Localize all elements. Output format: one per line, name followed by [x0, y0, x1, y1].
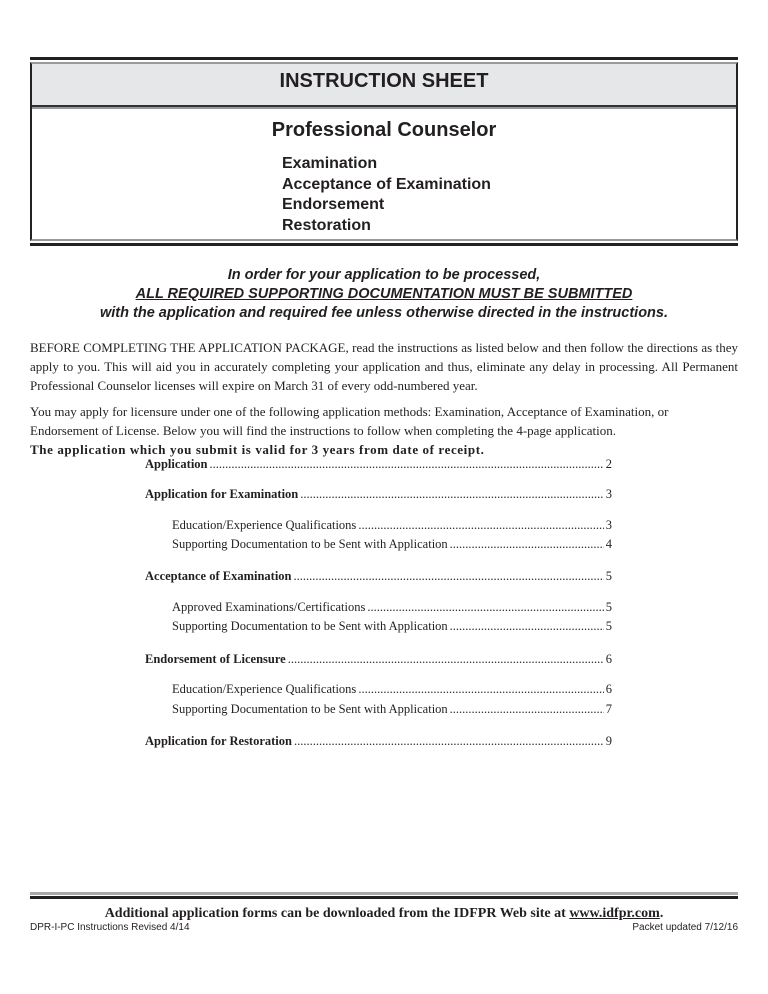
- toc-subitem[interactable]: Supporting Documentation to be Sent with Application ..... 7: [172, 702, 612, 717]
- toc-item[interactable]: Acceptance of Examination ..... 5: [145, 569, 612, 584]
- intro-paragraph: BEFORE COMPLETING THE APPLICATION PACKAGE, read the instructions as listed below and then follow the directions as they apply to you. This will aid you in accurately completing your application and thus, eliminate any delay in processing. All Permanent Professional Counselor licenses will expire on March 31 of every odd-numbered year.: [30, 340, 738, 393]
- license-name: Professional Counselor: [271, 119, 497, 141]
- toc-item[interactable]: Application for Restoration ..... 9: [145, 734, 612, 749]
- toc-subitem[interactable]: Supporting Documentation to be Sent with Application ..... 5: [172, 619, 612, 634]
- toc-subitem[interactable]: Education/Experience Qualifications ..... 3: [172, 518, 612, 533]
- toc-subitem[interactable]: Supporting Documentation to be Sent with Application ..... 4: [172, 537, 612, 552]
- notice-line-3: with the application and required fee unless otherwise directed in the instructions.: [99, 305, 668, 321]
- type-item: Examination: [282, 155, 378, 172]
- toc-subitem[interactable]: Education/Experience Qualifications ..... 6: [172, 682, 612, 697]
- toc-subitem[interactable]: Approved Examinations/Certifications ..... 5: [172, 600, 612, 615]
- validity-note: The application which you submit is valid for 3 years from date of receipt.: [30, 442, 485, 457]
- form-revision: DPR-I-PC Instructions Revised 4/14: [30, 922, 190, 933]
- methods-text: You may apply for licensure under one of the following application methods: Examination, Acceptance of Examination, or Endorsement of License. Below you will find the instructions to follow when completing the 4-page application.: [30, 404, 669, 438]
- notice-line-2: ALL REQUIRED SUPPORTING DOCUMENTATION MUST BE SUBMITTED: [135, 286, 633, 302]
- application-types: [282, 154, 491, 236]
- toc-item[interactable]: Application for Examination ..... 3: [145, 487, 612, 502]
- packet-updated: Packet updated 7/12/16: [632, 922, 738, 933]
- notice-line-1: In order for your application to be processed,: [227, 267, 541, 283]
- type-item: Restoration: [282, 216, 371, 234]
- toc-item[interactable]: Application ..... 2: [145, 457, 612, 472]
- footer-divider: [30, 892, 738, 895]
- methods-paragraph: [30, 402, 738, 459]
- type-item: Endorsement: [282, 196, 385, 213]
- type-item: Acceptance of Examination: [282, 175, 491, 193]
- toc-item[interactable]: Endorsement of Licensure ..... 6: [145, 652, 612, 667]
- page-title: INSTRUCTION SHEET: [279, 70, 489, 92]
- header-box: [30, 57, 738, 246]
- footer-divider: [30, 896, 738, 899]
- footer-note: Additional application forms can be downloaded from the IDFPR Web site at www.idfpr.com.: [104, 906, 664, 921]
- title-band: [32, 64, 736, 107]
- idfpr-link[interactable]: www.idfpr.com: [569, 906, 660, 921]
